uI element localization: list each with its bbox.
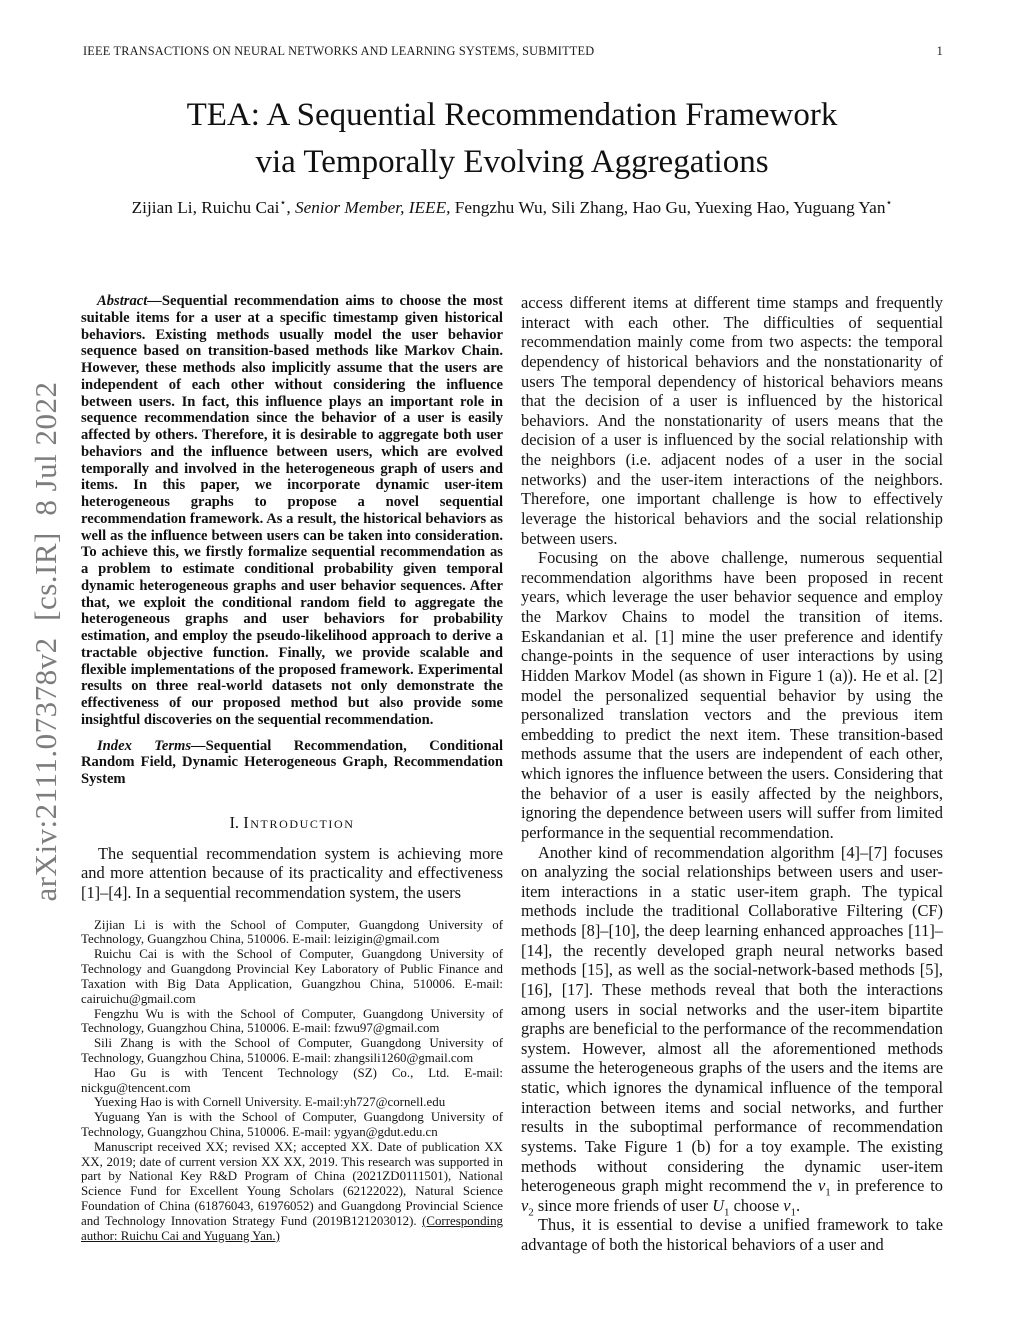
star-marker: ⋆ [885,197,893,210]
author-line [0,198,1024,218]
paragraph-text: choose [729,1195,784,1215]
star-marker: ⋆ [279,197,287,210]
abstract [81,293,503,729]
math-subscript: 2 [528,1206,534,1219]
section-number: I. [229,812,240,832]
corresponding-author-note: (Corresponding author: Ruichu Cai and Yuguang Yan.) [81,1213,503,1243]
body-paragraph: Thus, it is essential to devise a unified framework to take advantage of both the historical behaviors of a user and [521,1215,943,1254]
two-column-body [81,293,943,1255]
paragraph-text: since more friends of user [533,1195,713,1215]
left-column [81,293,503,1255]
paper-title-line1: TEA: A Sequential Recommendation Framework [186,97,838,133]
manuscript-note: Manuscript received XX; revised XX; accepted XX. Date of publication XX XX, 2019; date of current version XX XX, 2019. This research was supported in part by National Key R&D Program of China (2021ZD0111501), National Science Fund for Excellent Young Scholars (62122022), Natural Science Foundation of China (61876043, 61976052) and Guangdong Provincial Science and Technology Innovation Strategy Fund (2019B121203012). [81,1139,503,1228]
paragraph-text: Another kind of recommendation algorithm [4]–[7] focuses on analyzing the social relationships between users and user-item interactions in a static user-item graph. The typical methods include the traditional Collaborative Filtering (CF) methods [8]–[10], the deep learning enhanced approaches [11]–[14], the recently developed graph neural networks based methods [15], as well as the social-network-based methods [5], [16], [17]. These methods reveal that both the interactions among users in social networks and the user-item bipartite graphs are beneficial to the performance of the recommendation system. However, almost all the aforementioned methods assume the heterogeneous graphs of the users and the items are static, which ignores the dynamical influence of the temporal interaction between items and social networks, and further results in the suboptimal performance of recommendation systems. Take Figure 1 (b) for a toy example. The existing methods without considering the dynamic user-item heterogeneous graph might recommend the [521,842,943,1196]
page-number: 1 [936,44,943,58]
abstract-text: Sequential recommendation aims to choose the most suitable items for a user at a specific timestamp given historical behaviors. Existing methods usually model the user behavior sequence based on transition-based methods like Markov Chain. However, these methods also implicitly assume that the users are independent of each other without considering the influence between users. In fact, this influence plays an important role in sequence recommendation since the behavior of a user is easily affected by others. Therefore, it is desirable to aggregate both user behaviors and the influence between users, which are evolved temporally and involved in the heterogeneous graph of users and items. In this paper, we incorporate dynamic user-item heterogeneous graphs to propose a novel sequential recommendation framework. As a result, the historical behaviors as well as the influence between users can be taken into consideration. To achieve this, we firstly formalize sequential recommendation as a problem to estimate conditional probability given temporal dynamic heterogeneous graphs and user behavior sequences. After that, we exploit the conditional random field to aggregate the heterogeneous graphs and user behaviors for probability estimation, and employ the pseudo-likelihood approach to derive a tractable objective function. Finally, we provide scalable and flexible implementations of the proposed framework. Experimental results on three real-world datasets not only demonstrate the effectiveness of our proposed method but also provide some insightful discoveries on the sequential recommendation. [81,293,503,728]
arxiv-watermark-label: arXiv:2111.07378v2 [cs.IR] 8 Jul 2022 [28,381,63,902]
math-var: U [712,1195,725,1215]
section-title: Introduction [243,812,355,832]
right-column [521,293,943,1255]
authors-part2: Fengzhu Wu, Sili Zhang, Hao Gu, Yuexing Hao, Yuguang Yan [450,198,886,217]
section-heading-introduction [81,813,503,833]
authors-separator: , [286,198,295,217]
authors-membership: Senior Member, IEEE, [294,198,451,217]
footnote-affiliation: Sili Zhang is with the School of Computer, Guangdong University of Technology, Guangzhou China, 510006. E-mail: zhangsili1260@gmail.com [81,1036,503,1065]
index-terms [81,738,503,788]
paper-title-line2: via Temporally Evolving Aggregations [255,144,769,180]
index-terms-label: Index Terms— [97,737,206,754]
body-paragraph: access different items at different time stamps and frequently interact with each other. The difficulties of sequential recommendation mainly come from two aspects: the temporal dependency of historical behaviors and the nonstationarity of users The temporal dependency of historical behaviors means that the decision of a user is influenced by the historical behaviors. And the nonstationarity of users means that the decision of a user is influenced by the social relationship with the neighbors (i.e. adjacent nodes of a user in the social networks) and the user-item interactions of the neighbors. Therefore, one important challenge is how to effectively leverage the historical behaviors and the social relationship between users. [521,293,943,548]
running-head [83,44,943,59]
body-paragraph: Focusing on the above challenge, numerous sequential recommendation algorithms have been proposed in recent years, which leverage the user behavior sequence and employ the Markov Chains to model the transition of items. Eskandanian et al. [1] mine the user preference and identify change-points in the sequence of user interactions by using Hidden Markov Model (as shown in Figure 1 (a)). He et al. [2] model the personalized sequential behavior by using the personalized translation vectors and the previous item embedding to predict the next item. These transition-based methods assume that the users are independent of each other, which ignores the influence between the users. Considering that the behavior of a user is easily affected by the neighbors, ignoring the dependence between users will suffer from limited performance in the sequential recommendation. [521,548,943,842]
math-subscript: 1 [724,1206,730,1219]
footnote-manuscript [81,1140,503,1244]
math-var: v [521,1195,529,1215]
intro-paragraph: The sequential recommendation system is achieving more and more attention because of its practicality and effectiveness [1]–[4]. In a sequential recommendation system, the users [81,843,503,902]
footnotes-block [81,918,503,1244]
paragraph-text: . [796,1195,801,1215]
authors-part1: Zijian Li, Ruichu Cai [131,198,280,217]
math-var: v [783,1195,791,1215]
footnote-affiliation: Yuguang Yan is with the School of Computer, Guangdong University of Technology, Guangzhou China, 510006. E-mail: ygyan@gdut.edu.cn [81,1110,503,1139]
math-subscript: 1 [825,1186,831,1199]
abstract-label: Abstract— [97,293,162,309]
index-terms-text: Sequential Recommendation, Conditional Random Field, Dynamic Heterogeneous Graph, Recommendation System [81,737,503,787]
footnote-affiliation: Ruichu Cai is with the School of Computer, Guangdong University of Technology and Guangdong Provincial Key Laboratory of Public Finance and Taxation with Big Data Application, Guangzhou China, 510006. E-mail: cairuichu@gmail.com [81,947,503,1006]
paper-title [0,92,1024,186]
body-paragraph-with-math [521,842,943,1219]
running-head-journal: IEEE TRANSACTIONS ON NEURAL NETWORKS AND LEARNING SYSTEMS, SUBMITTED [83,44,595,58]
paragraph-text: in preference to [830,1176,943,1196]
footnote-affiliation: Yuexing Hao is with Cornell University. E-mail:yh727@cornell.edu [94,1095,446,1110]
math-var: v [817,1176,826,1196]
footnote-affiliation: Fengzhu Wu is with the School of Computer, Guangdong University of Technology, Guangzhou China, 510006. E-mail: fzwu97@gmail.com [81,1006,503,1036]
footnote-affiliation: Zijian Li is with the School of Computer, Guangdong University of Technology, Guangzhou China, 510006. E-mail: leizigin@gmail.com [81,917,503,947]
math-subscript: 1 [790,1206,797,1219]
footnote-affiliation: Hao Gu is with Tencent Technology (SZ) Co., Ltd. E-mail: nickgu@tencent.com [81,1065,503,1095]
